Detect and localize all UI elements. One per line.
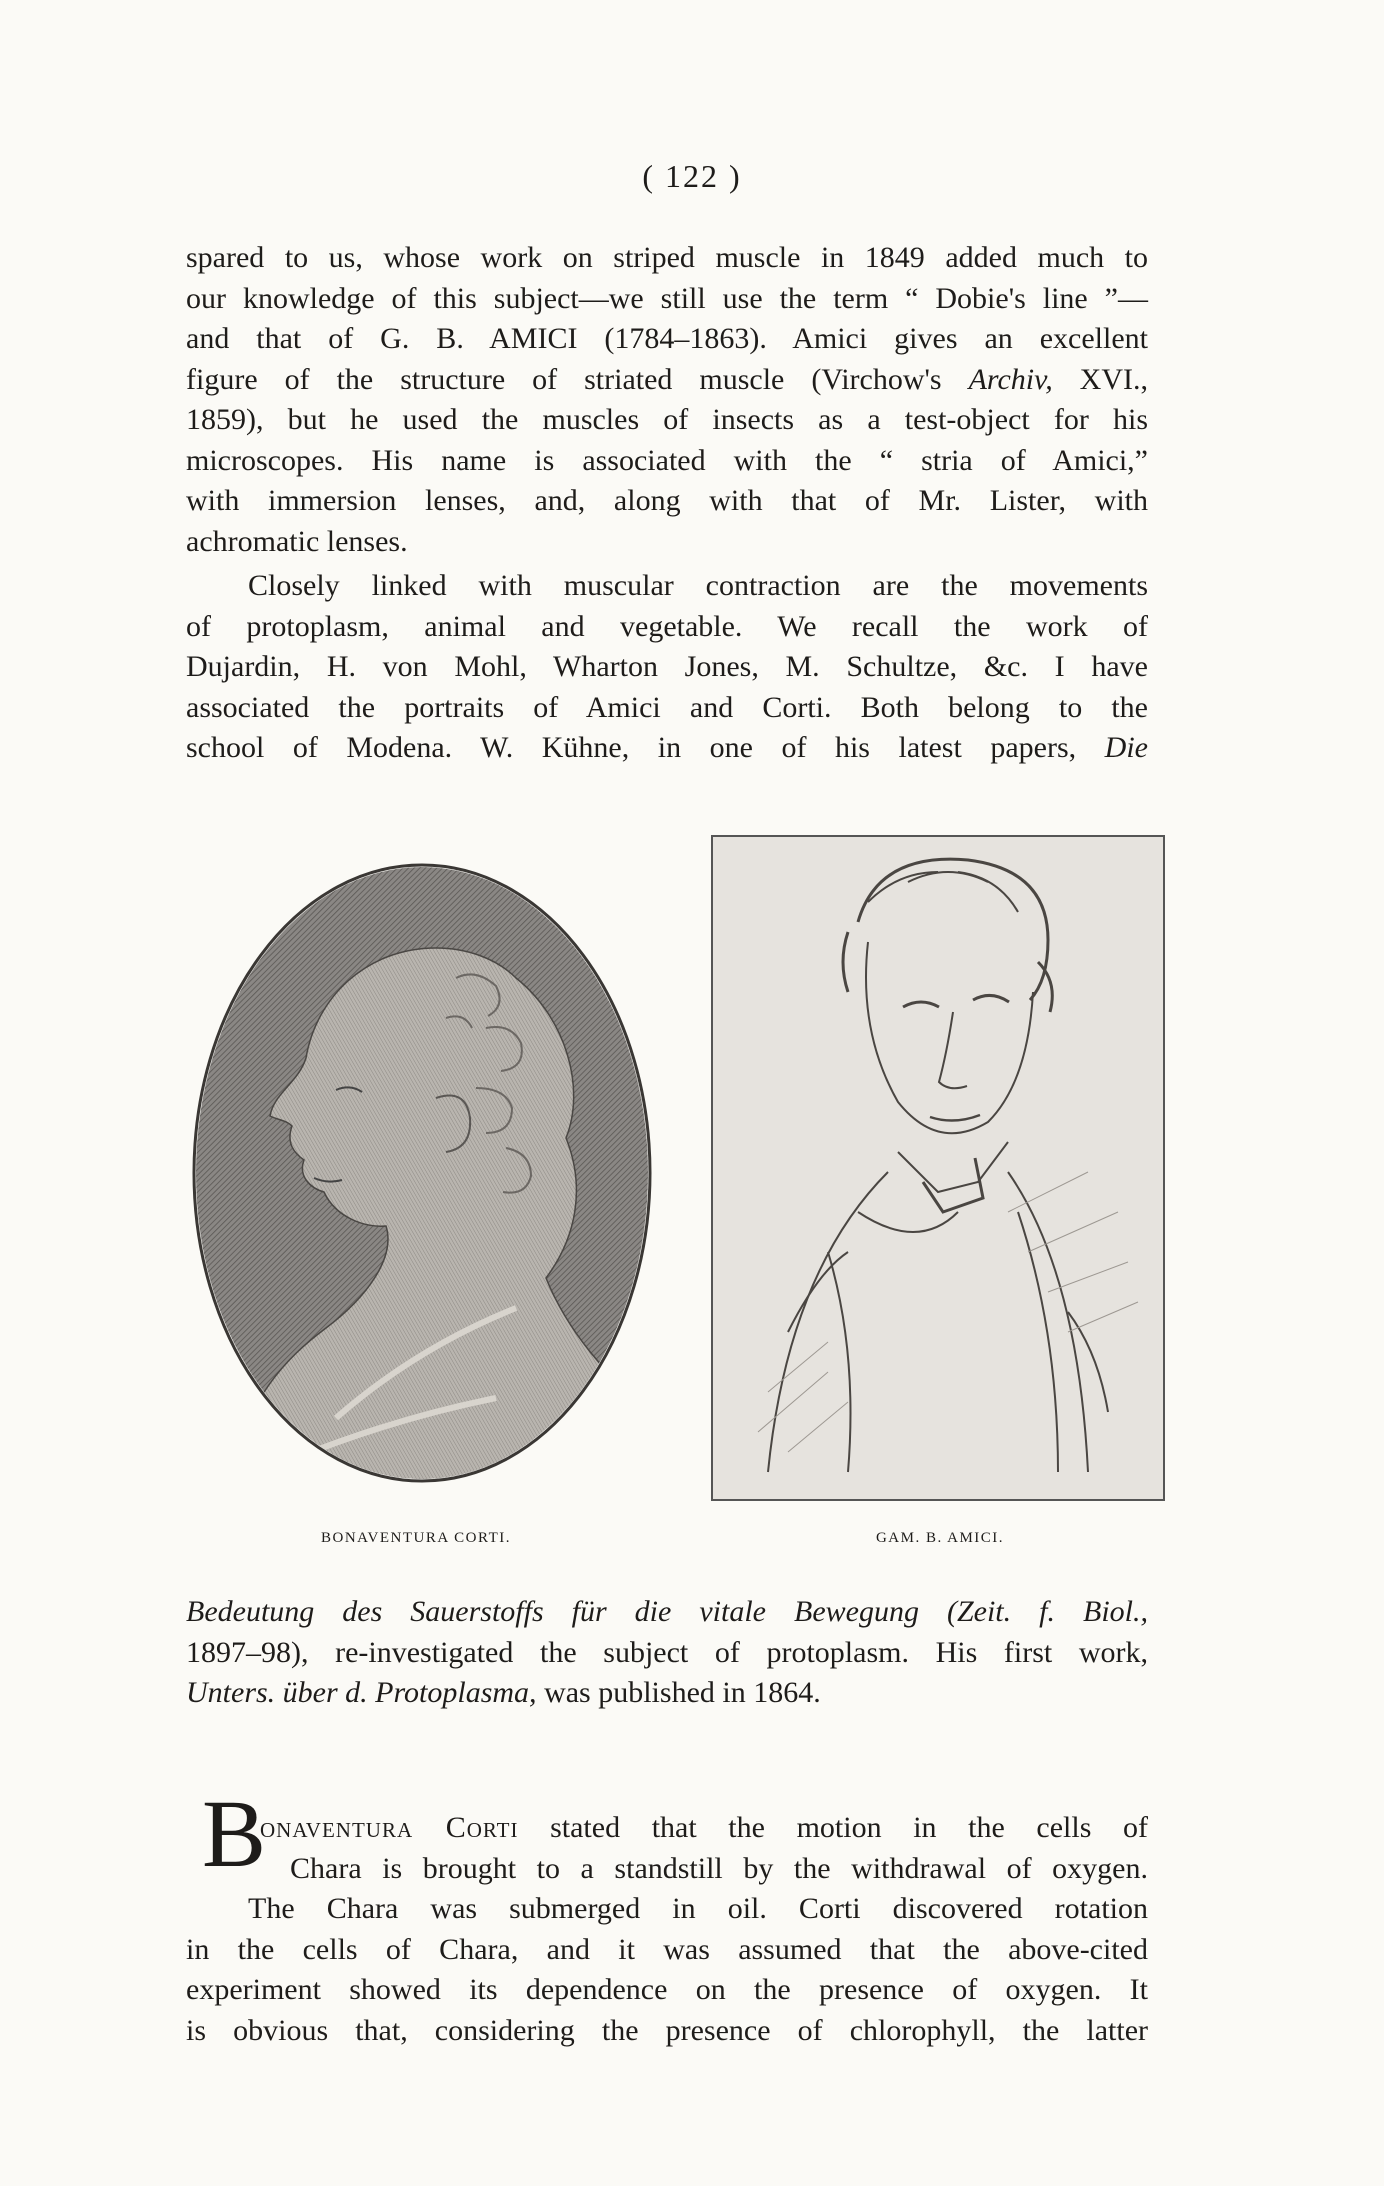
paragraph-1 xyxy=(186,238,1148,562)
portrait-corti-figure xyxy=(186,858,658,1488)
text-line: of protoplasm, animal and vegetable. We recall the work of xyxy=(186,609,1148,643)
italic-title: Bedeutung des Sauerstoffs für die vitale Bewegung xyxy=(186,1595,919,1628)
italic-title: Unters. über d. Protoplasma, xyxy=(186,1676,537,1709)
text-line: school of Modena. W. Kühne, in one of his latest papers, Die xyxy=(186,731,1148,764)
text-line: with immersion lenses, and, along with that of Mr. Lister, with xyxy=(186,484,1148,517)
text-line: figure of the structure of striated muscle (Virchow's Archiv, XVI., xyxy=(186,362,1149,396)
portrait-amici-figure xyxy=(708,832,1168,1504)
text-line: Dujardin, H. von Mohl, Wharton Jones, M. Schultze, &c. I have xyxy=(186,650,1148,683)
paragraph-3 xyxy=(186,1592,1148,1714)
caption-corti: BONAVENTURA CORTI. xyxy=(320,1530,511,1546)
text-line: Bedeutung des Sauerstoffs für die vitale Bewegung (Zeit. f. Biol., xyxy=(186,1595,1148,1628)
paragraph-2 xyxy=(186,566,1148,769)
text-line: experiment showed its dependence on the presence of oxygen. It xyxy=(186,1973,1148,2006)
text-line: onaventura Corti stated that the motion in the cells of xyxy=(260,1811,1148,1844)
text-line: in the cells of Chara, and it was assumed that the above-cited xyxy=(186,1932,1148,1966)
text-line: Closely linked with muscular contraction are the movements xyxy=(248,569,1148,602)
italic-title: Die xyxy=(1104,731,1148,764)
text-line: microscopes. His name is associated with the “ stria of Amici,” xyxy=(186,443,1148,477)
text-line: Unters. über d. Protoplasma, was published in 1864. xyxy=(186,1676,821,1709)
caption-amici: GAM. B. AMICI. xyxy=(875,1530,1005,1546)
italic-citation: Archiv, xyxy=(968,362,1053,396)
text-line: Chara is brought to a standstill by the withdrawal of oxygen. xyxy=(290,1851,1148,1885)
text-line: associated the portraits of Amici and Corti. Both belong to the xyxy=(186,690,1148,724)
text-line: and that of G. B. AMICI (1784–1863). Amici gives an excellent xyxy=(186,322,1148,355)
paragraph-4 xyxy=(186,1808,1148,2051)
text-line: 1859), but he used the muscles of insects as a test-object for his xyxy=(186,403,1148,436)
page-number: ( 122 ) xyxy=(642,158,742,194)
text-line: The Chara was submerged in oil. Corti discovered rotation xyxy=(248,1892,1148,1925)
text-line: our knowledge of this subject—we still use the term “ Dobie's line ”— xyxy=(186,281,1148,315)
text-line: achromatic lenses. xyxy=(186,524,408,558)
text-line: 1897–98), re-investigated the subject of protoplasm. His first work, xyxy=(186,1635,1148,1669)
text-line: is obvious that, considering the presence of chlorophyll, the latter xyxy=(186,2013,1148,2047)
drop-cap: B xyxy=(202,1780,267,1887)
text-line: spared to us, whose work on striped muscle in 1849 added much to xyxy=(186,241,1148,274)
